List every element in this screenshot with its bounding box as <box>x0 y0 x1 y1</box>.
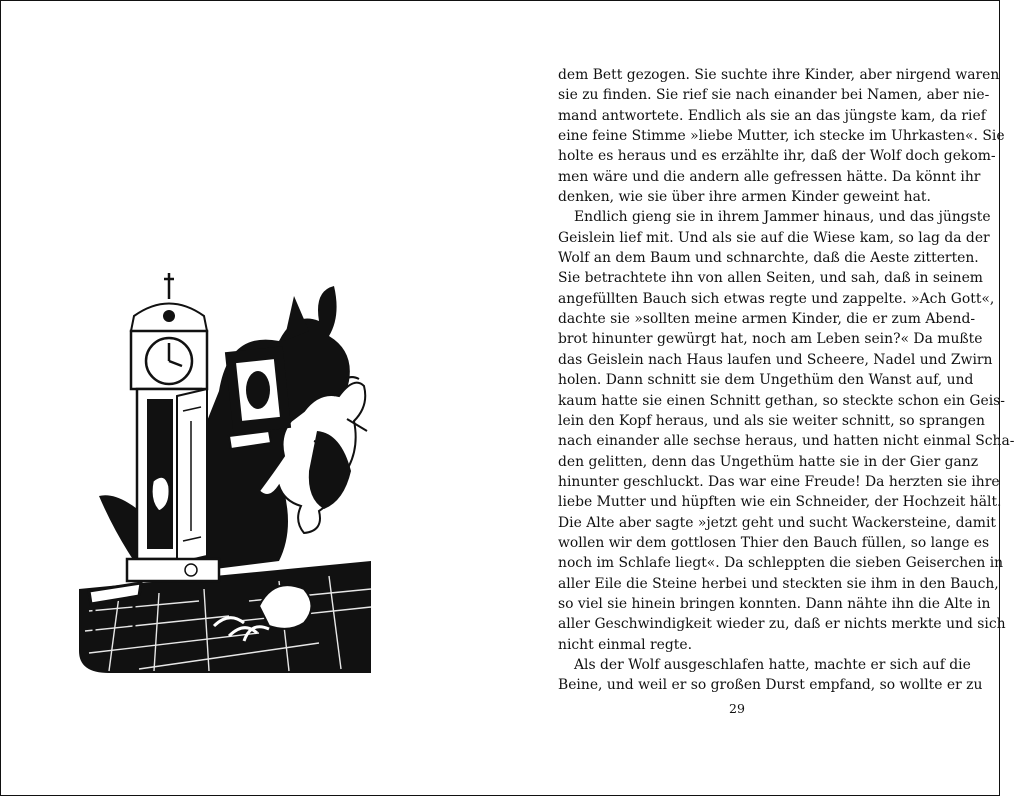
text-line: nach einander alle sechse heraus, und hatten nicht einmal Scha- <box>558 433 1014 450</box>
text-line: sie zu finden. Sie rief sie nach einander bei Namen, aber nie- <box>558 87 990 104</box>
text-line: den gelitten, denn das Ungethüm hatte sie in der Gier ganz <box>558 453 979 470</box>
text-line: noch im Schlafe liegt«. Da schleppten die sieben Geiserchen in <box>558 555 1004 572</box>
text-line: aller Eile die Steine herbei und steckten sie ihm in den Bauch, <box>558 575 999 592</box>
text-line: kaum hatte sie einen Schnitt gethan, so steckte schon ein Geis- <box>558 392 1006 409</box>
text-line: nicht einmal regte. <box>558 636 693 653</box>
silhouette-illustration-icon <box>79 271 371 673</box>
text-line: aller Geschwindigkeit wieder zu, daß er nichts merkte und sich <box>558 616 1006 633</box>
text-line: denken, wie sie über ihre armen Kinder geweint hat. <box>558 189 931 206</box>
text-line: mand antwortete. Endlich als sie an das jüngste kam, da rief <box>558 107 986 124</box>
page-number: 29 <box>729 701 745 716</box>
text-line: lein den Kopf heraus, und als sie weiter schnitt, so sprangen <box>558 412 985 429</box>
text-line: so viel sie hinein bringen konnten. Dann nähte ihn die Alte in <box>558 595 991 612</box>
text-line: brot hinunter gewürgt hat, noch am Leben sein?« Da mußte <box>558 331 983 348</box>
text-line: eine feine Stimme »liebe Mutter, ich stecke im Uhrkasten«. Sie <box>558 128 1005 145</box>
text-line: Geislein lief mit. Und als sie auf die Wiese kam, so lag da der <box>558 229 990 246</box>
text-line: holte es heraus und es erzählte ihr, daß der Wolf doch gekom- <box>558 148 996 165</box>
text-line: Wolf an dem Baum und schnarchte, daß die Aeste zitterten. <box>558 250 979 267</box>
text-line: das Geislein nach Haus laufen und Scheere, Nadel und Zwirn <box>558 351 993 368</box>
text-line: dem Bett gezogen. Sie suchte ihre Kinder, aber nirgend waren <box>558 67 1000 83</box>
text-line: men wäre und die andern alle gefressen hätte. Da könnt ihr <box>558 168 981 185</box>
text-line: holen. Dann schnitt sie dem Ungethüm den Wanst auf, und <box>558 372 974 389</box>
text-line: wollen wir dem gottlosen Thier den Bauch füllen, so lange es <box>558 534 990 551</box>
text-line: Endlich gieng sie in ihrem Jammer hinaus, und das jüngste <box>574 209 991 226</box>
text-line: angefüllten Bauch sich etwas regte und zappelte. »Ach Gott«, <box>558 290 995 307</box>
text-line: liebe Mutter und hüpften wie ein Schneider, der Hochzeit hält. <box>558 494 1002 511</box>
text-line: Als der Wolf ausgeschlafen hatte, machte er sich auf die <box>574 656 971 673</box>
text-line: Beine, und weil er so großen Durst empfand, so wollte er zu <box>558 677 983 694</box>
text-line: Die Alte aber sagte »jetzt geht und sucht Wackersteine, damit <box>558 514 997 531</box>
text-line: hinunter geschluckt. Das war eine Freude! Da herzten sie ihre <box>558 473 1000 490</box>
story-text <box>558 65 1014 696</box>
text-line: Sie betrachtete ihn von allen Seiten, und sah, daß in seinem <box>558 270 983 287</box>
text-line: dachte sie »sollten meine armen Kinder, die er zum Abend- <box>558 311 976 328</box>
